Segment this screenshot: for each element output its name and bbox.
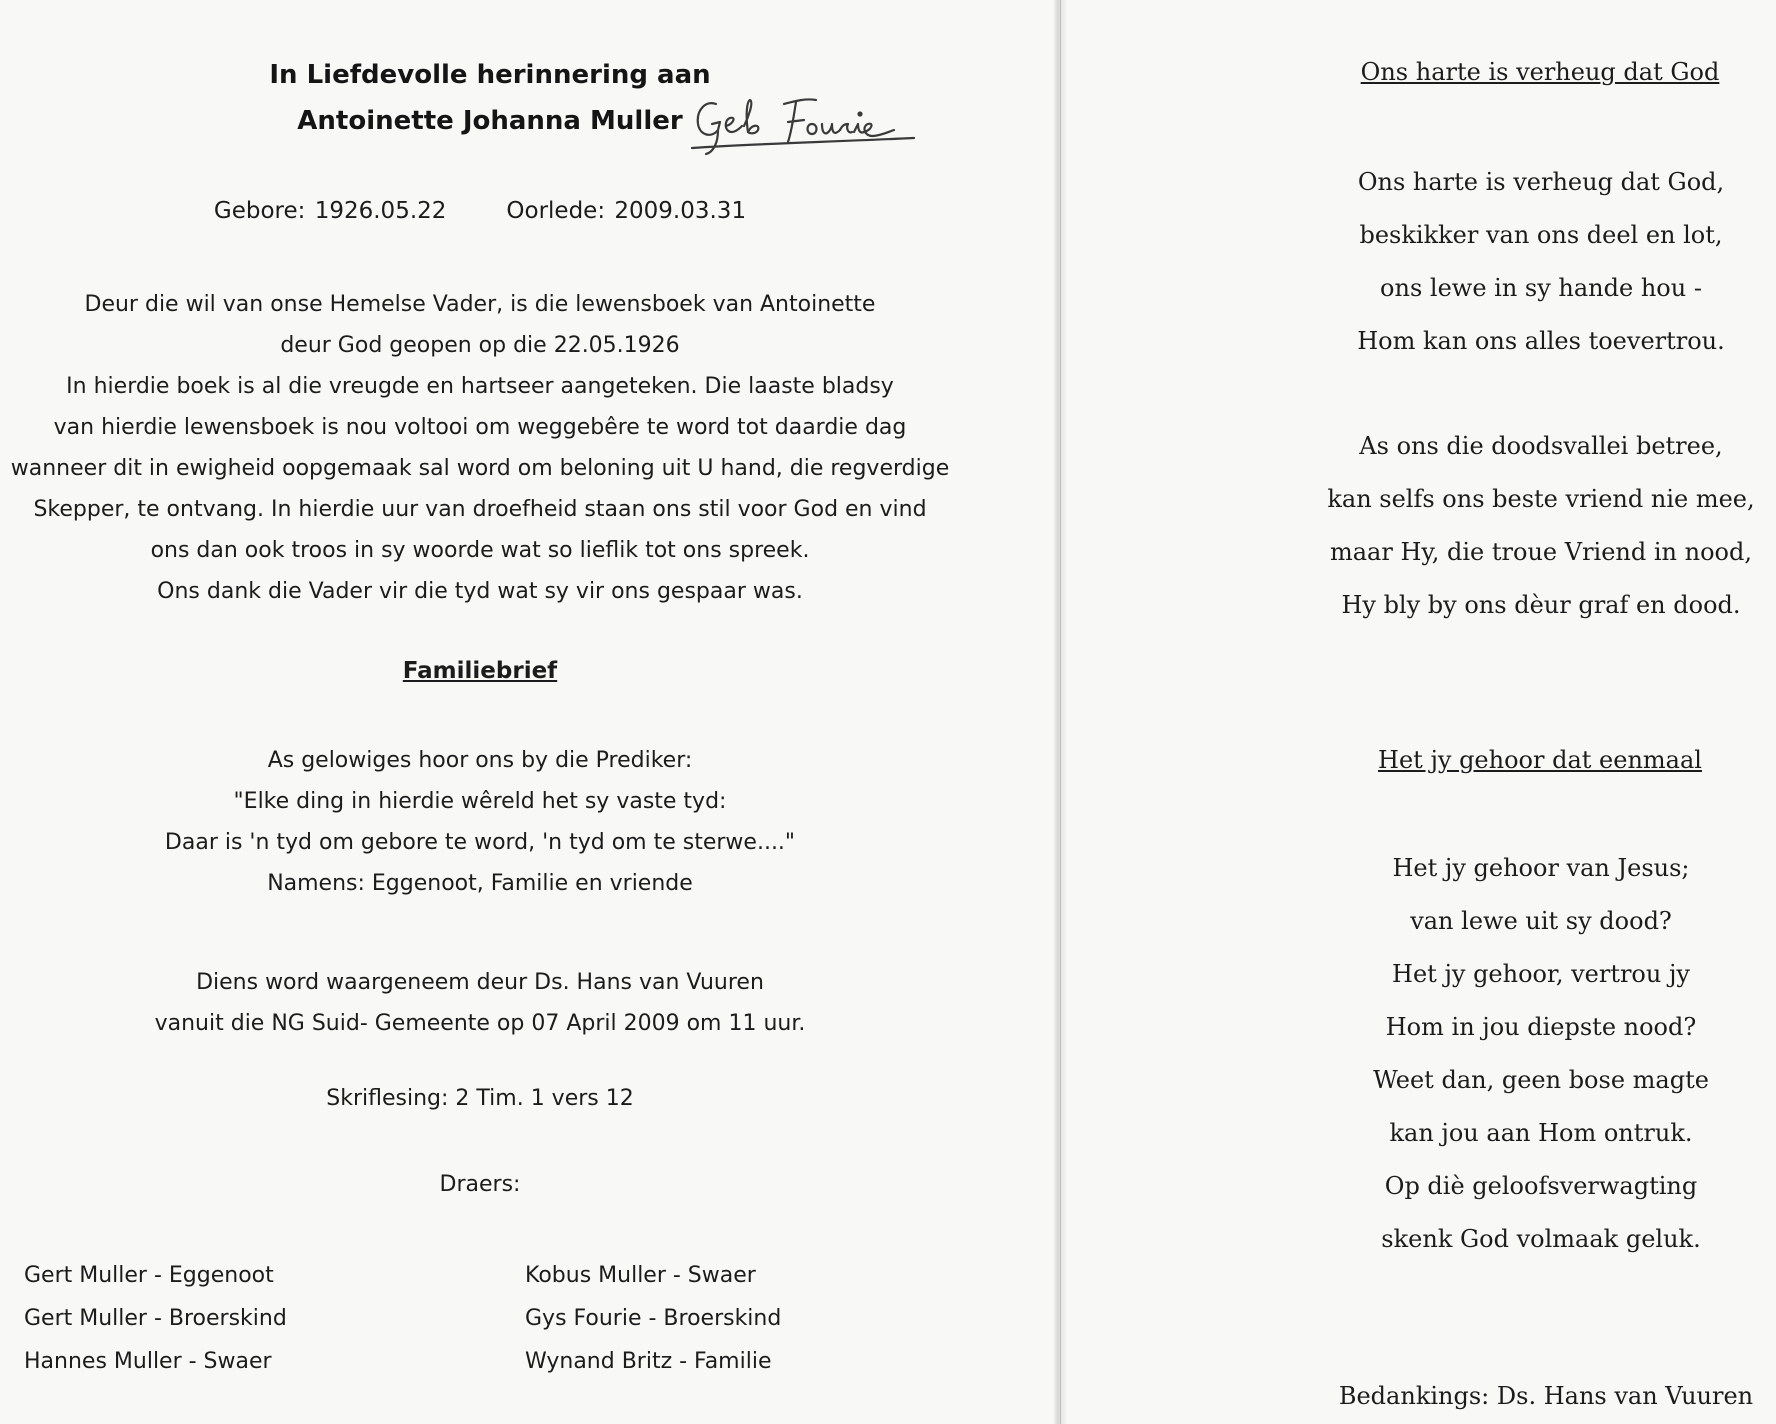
poem1-stanza2 — [1316, 420, 1766, 632]
poem-line: beskikker van ons deel en lot, — [1359, 221, 1723, 249]
scripture-reading: Skriflesing: 2 Tim. 1 vers 12 — [326, 1086, 634, 1111]
life-dates — [0, 198, 960, 224]
family-letter-title: Familiebrief — [402, 658, 558, 684]
letter-line: As gelowiges hoor ons by die Prediker: — [267, 748, 693, 773]
intro-line: ons dan ook troos in sy woorde wat so lieflik tot ons spreek. — [150, 538, 810, 563]
letter-line: Namens: Eggenoot, Familie en vriende — [267, 871, 693, 896]
poem-line: Hom kan ons alles toevertrou. — [1357, 327, 1725, 355]
bearer: Gys Fourie - Broerskind — [525, 1306, 782, 1331]
death-date: Oorlede: 2009.03.31 — [506, 198, 747, 224]
poem1-stanza1 — [1316, 156, 1766, 368]
header-line: In Liefdevolle herinnering aan — [269, 60, 711, 90]
deceased-name: Antoinette Johanna Muller — [297, 106, 683, 136]
poem-line: Het jy gehoor van Jesus; — [1392, 854, 1690, 882]
bearer: Wynand Britz - Familie — [525, 1349, 772, 1374]
bearer: Gert Muller - Broerskind — [24, 1306, 287, 1331]
poem-line: Het jy gehoor, vertrou jy — [1392, 960, 1690, 988]
bearer: Kobus Muller - Swaer — [525, 1263, 756, 1288]
poem-line: skenk God volmaak geluk. — [1381, 1225, 1701, 1253]
poem-line: Ons harte is verheug dat God, — [1357, 168, 1725, 196]
poem-line: Weet dan, geen bose magte — [1373, 1066, 1709, 1094]
handwritten-note — [688, 90, 920, 160]
intro-line: In hierdie boek is al die vreugde en hartseer aangeteken. Die laaste bladsy — [66, 374, 894, 399]
birth-date: Gebore: 1926.05.22 — [213, 198, 447, 224]
poem2-stanza — [1316, 842, 1766, 1266]
bearers-left-column — [24, 1254, 287, 1383]
intro-line: Deur die wil van onse Hemelse Vader, is die lewensboek van Antoinette — [84, 292, 876, 317]
poem-line: Hom in jou diepste nood? — [1385, 1013, 1697, 1041]
service-details — [0, 962, 960, 1044]
intro-line: Skepper, te ontvang. In hierdie uur van droefheid staan ons stil voor God en vind — [33, 497, 927, 522]
intro-paragraph — [0, 284, 960, 612]
service-line: Diens word waargeneem deur Ds. Hans van Vuuren — [196, 970, 764, 995]
bearer: Hannes Muller - Swaer — [24, 1349, 272, 1374]
fold-line — [1060, 0, 1061, 1424]
intro-line: deur God geopen op die 22.05.1926 — [280, 333, 680, 358]
family-letter — [0, 740, 960, 904]
bearers-right-column — [525, 1254, 781, 1383]
poem-line: Hy bly by ons dèur graf en dood. — [1341, 591, 1741, 619]
acknowledgements: Bedankings: Ds. Hans van Vuuren — [1338, 1382, 1754, 1410]
poem-line: maar Hy, die troue Vriend in nood, — [1329, 538, 1752, 566]
letter-line: "Elke ding in hierdie wêreld het sy vaste tyd: — [233, 789, 727, 814]
poem-line: As ons die doodsvallei betree, — [1359, 432, 1723, 460]
service-line: vanuit die NG Suid- Gemeente op 07 April 2009 om 11 uur. — [154, 1011, 806, 1036]
intro-line: wanneer dit in ewigheid oopgemaak sal word om beloning uit U hand, die regverdige — [10, 456, 950, 481]
poem-line: kan selfs ons beste vriend nie mee, — [1327, 485, 1755, 513]
intro-line: Ons dank die Vader vir die tyd wat sy vir ons gespaar was. — [157, 579, 803, 604]
poem-line: ons lewe in sy hande hou - — [1380, 274, 1702, 302]
bearer: Gert Muller - Eggenoot — [24, 1263, 274, 1288]
poem2-title: Het jy gehoor dat eenmaal — [1378, 746, 1702, 774]
letter-line: Daar is 'n tyd om gebore te word, 'n tyd om te sterwe...." — [164, 830, 796, 855]
poem-line: kan jou aan Hom ontruk. — [1389, 1119, 1693, 1147]
poem1-title: Ons harte is verheug dat God — [1360, 58, 1720, 86]
bearers-title: Draers: — [439, 1172, 521, 1197]
poem-line: van lewe uit sy dood? — [1410, 907, 1672, 935]
memorial-header — [240, 52, 740, 144]
intro-line: van hierdie lewensboek is nou voltooi om weggebêre te word tot daardie dag — [53, 415, 907, 440]
poem-line: Op diè geloofsverwagting — [1384, 1172, 1698, 1200]
